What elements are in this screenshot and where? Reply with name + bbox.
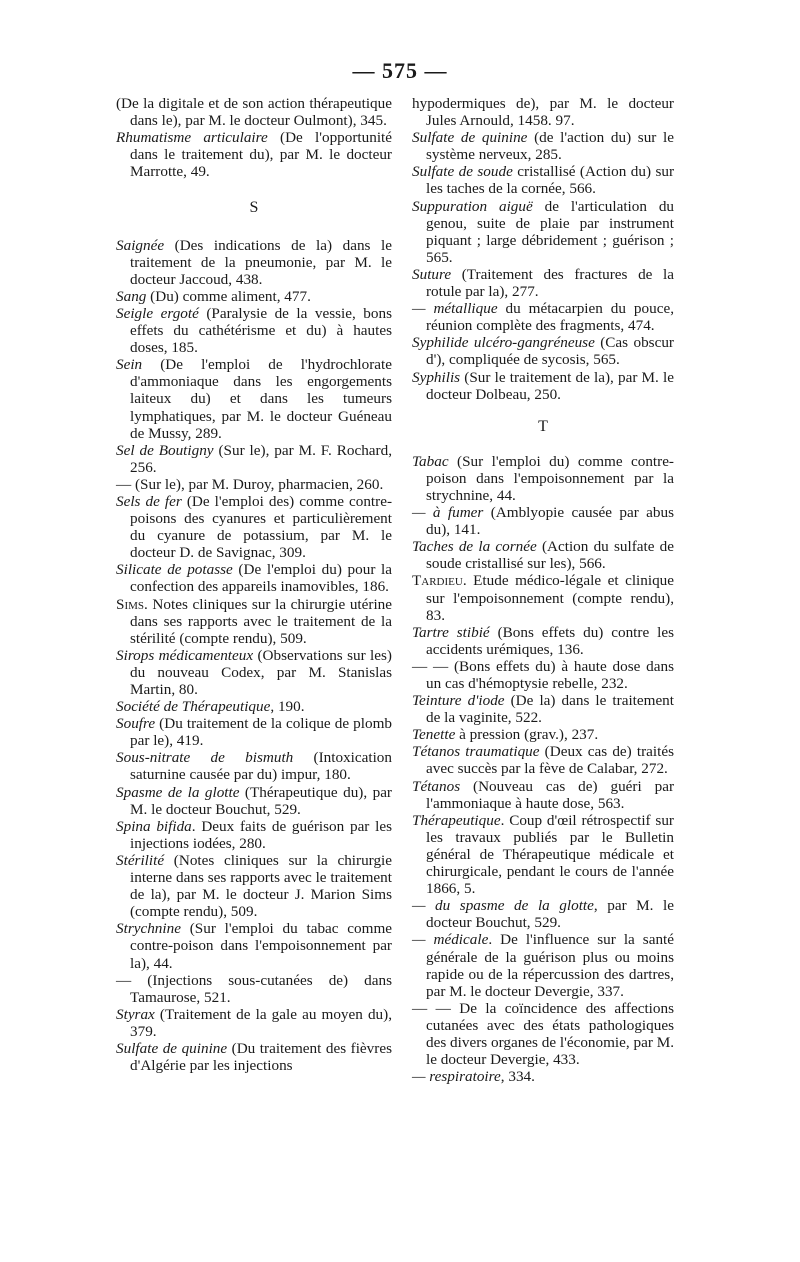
entry-text: (De l'emploi des) comme contre-poisons des cyanures et particulièrement du cyanure de potassium, par M. le docteur D. de Savignac, 309.	[130, 492, 392, 562]
entry-heading: Sulfate de quinine	[412, 129, 528, 147]
entry-text: (De l'emploi de l'hydrochlorate d'ammoniaque dans les engorgements laiteux du) et dans les tumeurs lymphatiques, par M. le docteur Guéneau de Mussy, 289.	[130, 356, 392, 442]
entry-heading: Suppuration aiguë	[412, 197, 533, 215]
index-entry	[412, 572, 674, 623]
index-entry	[116, 237, 392, 288]
entry-heading: Sulfate de soude	[412, 163, 513, 181]
index-entry	[412, 504, 674, 538]
entry-text: (Nouveau cas de) guéri par l'ammoniaque à haute dose, 563.	[426, 777, 674, 812]
entry-heading: Tabac	[412, 452, 449, 470]
entry-heading: Tenette	[412, 726, 456, 744]
entry-author: Tardieu	[412, 572, 463, 590]
index-entry	[116, 561, 392, 595]
index-entry	[116, 920, 392, 971]
index-entry	[116, 698, 392, 715]
entry-text: (Traitement des fractures de la rotule par la), 277.	[426, 265, 674, 301]
entry-text: (De la digitale et de son action thérapeutique dans le), par M. le docteur Oulmont), 345.	[116, 95, 392, 130]
entry-text: (Du) comme aliment, 477.	[146, 287, 311, 305]
entry-text: — (Injections sous-cutanées de) dans Tamaurose, 521.	[116, 971, 392, 1006]
entry-text: . Deux faits de guérison par les injections iodées, 280.	[130, 817, 392, 852]
index-entry	[116, 784, 392, 818]
entry-heading: Syphilide ulcéro-gangréneuse	[412, 334, 595, 352]
index-entry	[412, 692, 674, 726]
entry-text: du métacarpien du pouce, réunion complète des fragments, 474.	[426, 300, 674, 335]
entry-text: (Notes cliniques sur la chirurgie interne dans ses rapports avec le traitement de la), par M. le docteur J. Marion Sims (compte rendu), 509.	[130, 851, 392, 921]
index-entry	[116, 972, 392, 1006]
entry-heading: Tartre stibié	[412, 623, 490, 641]
entry-text: , 334.	[500, 1068, 535, 1086]
entry-text: . Coup d'œil rétrospectif sur les travaux publiés par le Bulletin général de Thérapeutique médicale et chirurgicale, pendant le cours de l'année 1866, 5.	[426, 811, 674, 898]
index-entry	[412, 266, 674, 300]
index-entry	[412, 453, 674, 504]
index-entry	[116, 1040, 392, 1074]
entry-text: (Sur le), par M. F. Rochard, 256.	[130, 441, 392, 476]
entry-heading: Thérapeutique	[412, 811, 501, 829]
entry-text: (Bons effets du) contre les accidents urémiques, 136.	[426, 623, 674, 658]
entry-heading: — médicale	[412, 931, 489, 949]
section-letter: T	[538, 417, 548, 435]
entry-text: (Paralysie de la vessie, bons effets du cathétérisme et du) à hautes doses, 185.	[130, 304, 392, 357]
index-entry	[412, 1068, 674, 1085]
index-entry	[412, 897, 674, 931]
index-entry	[412, 163, 674, 197]
index-entry	[116, 305, 392, 356]
entry-text: , 190.	[270, 698, 305, 716]
entry-text: . De l'influence sur la santé générale de la guérison plus ou moins rapide ou de la répercussion des dartres, par M. le docteur Devergie, 337.	[426, 931, 674, 1000]
entry-text: , par M. le docteur Bouchut, 529.	[426, 897, 674, 932]
entry-heading: Tétanos traumatique	[412, 743, 540, 761]
entry-text: — — (Bons effets du) à haute dose dans un cas d'hémoptysie rebelle, 232.	[412, 657, 674, 692]
entry-text: (Sur l'emploi du tabac comme contre-poison dans l'empoisonnement par la), 44.	[130, 920, 392, 972]
index-entry	[412, 334, 674, 368]
index-entry	[412, 300, 674, 334]
entry-text: (de l'action du) sur le système nerveux, 285.	[426, 129, 674, 164]
entry-text: (Des indications de la) dans le traitement de la pneumonie, par M. le docteur Jaccoud, 438.	[130, 236, 392, 288]
entry-text: — (Sur le), par M. Duroy, pharmacien, 260.	[116, 475, 384, 493]
entry-heading: — du spasme de la glotte	[412, 897, 594, 915]
entry-text: (De l'opportunité dans le traitement du), par M. le docteur Marrotte, 49.	[130, 129, 393, 181]
entry-heading: Sulfate de quinine	[116, 1039, 228, 1057]
entry-heading: Sel de Boutigny	[116, 441, 214, 459]
index-entry	[412, 129, 674, 163]
entry-heading: Spina bifida	[116, 817, 192, 835]
entry-heading: Spasme de la glotte	[116, 783, 240, 801]
entry-heading: — respiratoire	[412, 1068, 501, 1086]
index-entry	[412, 1000, 674, 1068]
entry-text: de l'articulation du genou, suite de plaie par instrument piquant ; large débridement ; guérison ; 565.	[426, 197, 675, 266]
entry-heading: Tétanos	[412, 777, 461, 795]
index-entry	[412, 726, 674, 743]
entry-heading: Soufre	[116, 715, 156, 733]
entry-text: (De l'emploi du) pour la confection des appareils inamovibles, 186.	[130, 561, 392, 596]
entry-author: Sims	[116, 595, 145, 613]
entry-text: (Observations sur les) du nouveau Codex, par M. Stanislas Martin, 80.	[130, 646, 392, 698]
index-entry	[412, 369, 674, 403]
index-entry	[412, 198, 674, 266]
entry-heading: Saignée	[116, 236, 165, 254]
entry-heading: — à fumer	[412, 504, 484, 522]
entry-heading: Sein	[116, 356, 143, 374]
entry-text: (Cas obscur d'), compliquée de sycosis, 565.	[426, 334, 674, 369]
entry-heading: Teinture d'iode	[412, 692, 505, 710]
index-entry	[116, 715, 392, 749]
entry-heading: Sels de fer	[116, 492, 182, 510]
entry-text: (Sur le traitement de la), par M. le docteur Dolbeau, 250.	[426, 368, 674, 403]
index-entry	[412, 624, 674, 658]
index-column-left	[116, 95, 392, 1074]
entry-text: (Deux cas de) traités avec succès par la fève de Calabar, 272.	[426, 743, 674, 778]
index-entry	[116, 596, 392, 647]
page-number: — 575 —	[352, 58, 448, 83]
index-entry	[116, 818, 392, 852]
index-entry	[412, 538, 674, 572]
index-entry	[412, 95, 674, 129]
entry-heading: Sirops médicamenteux	[116, 646, 254, 664]
entry-text: (De la) dans le traitement de la vaginite, 522.	[426, 692, 674, 727]
index-entry	[412, 658, 674, 692]
entry-heading: Syphilis	[412, 368, 461, 386]
index-entry	[116, 852, 392, 920]
index-entry	[116, 356, 392, 441]
index-entry	[412, 743, 674, 777]
index-entry	[116, 442, 392, 476]
entry-text: cristallisé (Action du) sur les taches de la cornée, 566.	[426, 163, 675, 198]
entry-heading: Taches de la cornée	[412, 538, 537, 556]
entry-text: — — De la coïncidence des affections cutanées avec des états pathologiques des divers organes de l'économie, par M. le docteur Devergie, 433.	[412, 999, 674, 1069]
index-entry	[116, 95, 392, 129]
entry-text: . Etude médico-légale et clinique sur l'empoisonnement (compte rendu), 83.	[426, 572, 674, 624]
index-entry	[412, 778, 674, 812]
entry-heading: Seigle ergoté	[116, 304, 199, 322]
entry-heading: Styrax	[116, 1005, 155, 1023]
entry-text: (Traitement de la gale au moyen du), 379.	[130, 1005, 392, 1040]
entry-heading: Sous-nitrate de bismuth	[116, 749, 294, 767]
entry-heading: Stérilité	[116, 851, 165, 869]
entry-heading: Suture	[412, 265, 452, 283]
entry-text: (Amblyopie causée par abus du), 141.	[426, 504, 675, 539]
index-entry	[116, 647, 392, 698]
section-letter: S	[249, 199, 259, 217]
entry-heading: Strychnine	[116, 920, 181, 938]
entry-text: (Du traitement de la colique de plomb par le), 419.	[130, 715, 392, 750]
index-entry	[412, 931, 674, 999]
entry-heading: Sang	[116, 287, 147, 305]
index-entry	[116, 749, 392, 783]
index-entry	[412, 812, 674, 897]
entry-heading: Rhumatisme articulaire	[116, 129, 268, 147]
index-entry	[116, 129, 392, 180]
entry-text: (Action du sulfate de soude cristallisé sur les), 566.	[426, 538, 674, 573]
entry-text: . Notes cliniques sur la chirurgie utérine dans ses rapports avec le traitement de la stérilité (compte rendu), 509.	[130, 595, 392, 647]
entry-text: hypodermiques de), par M. le docteur Jules Arnould, 1458. 97.	[412, 95, 674, 130]
index-column-right	[412, 95, 674, 1085]
index-entry	[116, 288, 392, 305]
entry-heading: — métallique	[412, 300, 498, 318]
entry-heading: Silicate de potasse	[116, 561, 233, 579]
index-entry	[116, 1006, 392, 1040]
index-entry	[116, 493, 392, 561]
entry-text: (Du traitement des fièvres d'Algérie par les injections	[130, 1039, 392, 1075]
index-entry	[116, 476, 392, 493]
entry-text: à pression (grav.), 237.	[455, 726, 599, 744]
entry-text: (Thérapeutique du), par M. le docteur Bouchut, 529.	[130, 783, 392, 818]
entry-text: (Intoxication saturnine causée par du) impur, 180.	[130, 749, 392, 784]
entry-text: (Sur l'emploi du) comme contre-poison dans l'empoisonnement par la strychnine, 44.	[426, 452, 674, 504]
entry-heading: Société de Thérapeutique	[116, 698, 271, 716]
